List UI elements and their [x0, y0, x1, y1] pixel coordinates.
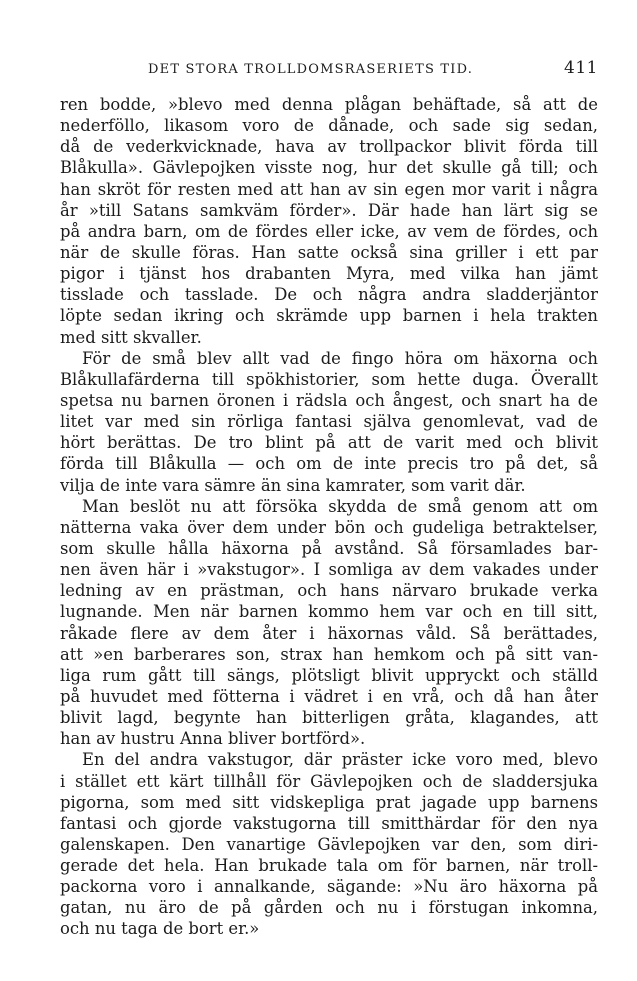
text-line: han av hustru Anna bliver bortförd».: [60, 729, 366, 749]
text-line: pigorna, som med sitt vidskepliga prat jagade upp barnens: [60, 792, 598, 812]
text-line: Blåkulla». Gävlepojken visste nog, hur det skulle gå till; och: [60, 158, 598, 178]
text-line: på huvudet med fötterna i vädret i en vrå, och då han åter: [60, 686, 598, 706]
page-number: 411: [564, 58, 598, 78]
text-line: och nu taga de bort er.»: [60, 919, 260, 939]
text-line: som skulle hålla häxorna på avstånd. Så församlades bar-: [60, 538, 598, 558]
text-line: nen även här i »vakstugor». I somliga av dem vakades under: [60, 560, 598, 580]
text-line: liga rum gått till sängs, plötsligt blivit uppryckt och ställd: [60, 665, 598, 685]
text-line: råkade flere av dem åter i häxornas våld. Så berättades,: [60, 623, 598, 643]
text-line: vilja de inte vara sämre än sina kamrater, som varit där.: [60, 475, 526, 495]
text-line: i stället ett kärt tillhåll för Gävlepojken och de sladdersjuka: [60, 771, 598, 791]
text-line: gerade det hela. Han brukade tala om för barnen, när troll-: [60, 856, 598, 876]
text-line: på andra barn, om de fördes eller icke, av vem de fördes, och: [60, 221, 598, 241]
text-line: nederföllo, likasom voro de dånade, och sade sig sedan,: [60, 116, 598, 136]
text-line: förda till Blåkulla — och om de inte precis tro på det, så: [60, 454, 598, 474]
text-line: ledning av en prästman, och hans närvaro brukade verka: [60, 581, 598, 601]
page-header: [60, 58, 598, 82]
text-line: att »en barberares son, strax han hemkom och på sitt van-: [60, 644, 598, 664]
text-line: nätterna vaka över dem under bön och gudeliga betraktelser,: [60, 517, 598, 537]
text-line: år »till Satans samkväm förder». Där hade han lärt sig se: [60, 200, 598, 220]
text-line: ren bodde, »blevo med denna plågan behäftade, så att de: [60, 95, 598, 114]
text-line: tisslade och tasslade. De och några andra sladderjäntor: [60, 285, 598, 305]
text-line: En del andra vakstugor, där präster icke voro med, blevo: [82, 750, 598, 770]
body-text: [60, 94, 598, 940]
text-line: packorna voro i annalkande, sägande: »Nu äro häxorna på: [60, 877, 598, 897]
text-line: pigor i tjänst hos drabanten Myra, med vilka han jämt: [60, 264, 598, 284]
text-line: då de vederkvicknade, hava av trollpackor blivit förda till: [60, 137, 598, 157]
text-line: spetsa nu barnen öronen i rädsla och ångest, och snart ha de: [60, 390, 598, 410]
text-line: litet var med sin rörliga fantasi själva genomlevat, vad de: [60, 412, 598, 432]
text-line: gatan, nu äro de på gården och nu i förstugan inkomna,: [60, 898, 598, 918]
text-line: galenskapen. Den vanartige Gävlepojken var den, som diri-: [60, 834, 598, 854]
text-line: med sitt skvaller.: [60, 327, 202, 347]
text-line: han skröt för resten med att han av sin egen mor varit i några: [60, 179, 598, 199]
text-line: hört berättas. De tro blint på att de varit med och blivit: [60, 433, 598, 453]
text-line: fantasi och gjorde vakstugorna till smitthärdar för den nya: [60, 813, 598, 833]
text-line: För de små blev allt vad de fingo höra om häxorna och: [82, 348, 598, 368]
text-line: Blåkullafärderna till spökhistorier, som hette duga. Överallt: [60, 369, 598, 389]
text-line: blivit lagd, begynte han bitterligen gråta, klagandes, att: [60, 708, 598, 728]
text-line: när de skulle föras. Han satte också sina griller i ett par: [60, 242, 598, 262]
running-title: DET STORA TROLLDOMSRASERIETS TID.: [148, 62, 474, 77]
text-line: Man beslöt nu att försöka skydda de små genom att om: [82, 496, 598, 516]
text-line: löpte sedan ikring och skrämde upp barnen i hela trakten: [60, 306, 598, 326]
text-line: lugnande. Men när barnen kommo hem var och en till sitt,: [60, 602, 598, 622]
